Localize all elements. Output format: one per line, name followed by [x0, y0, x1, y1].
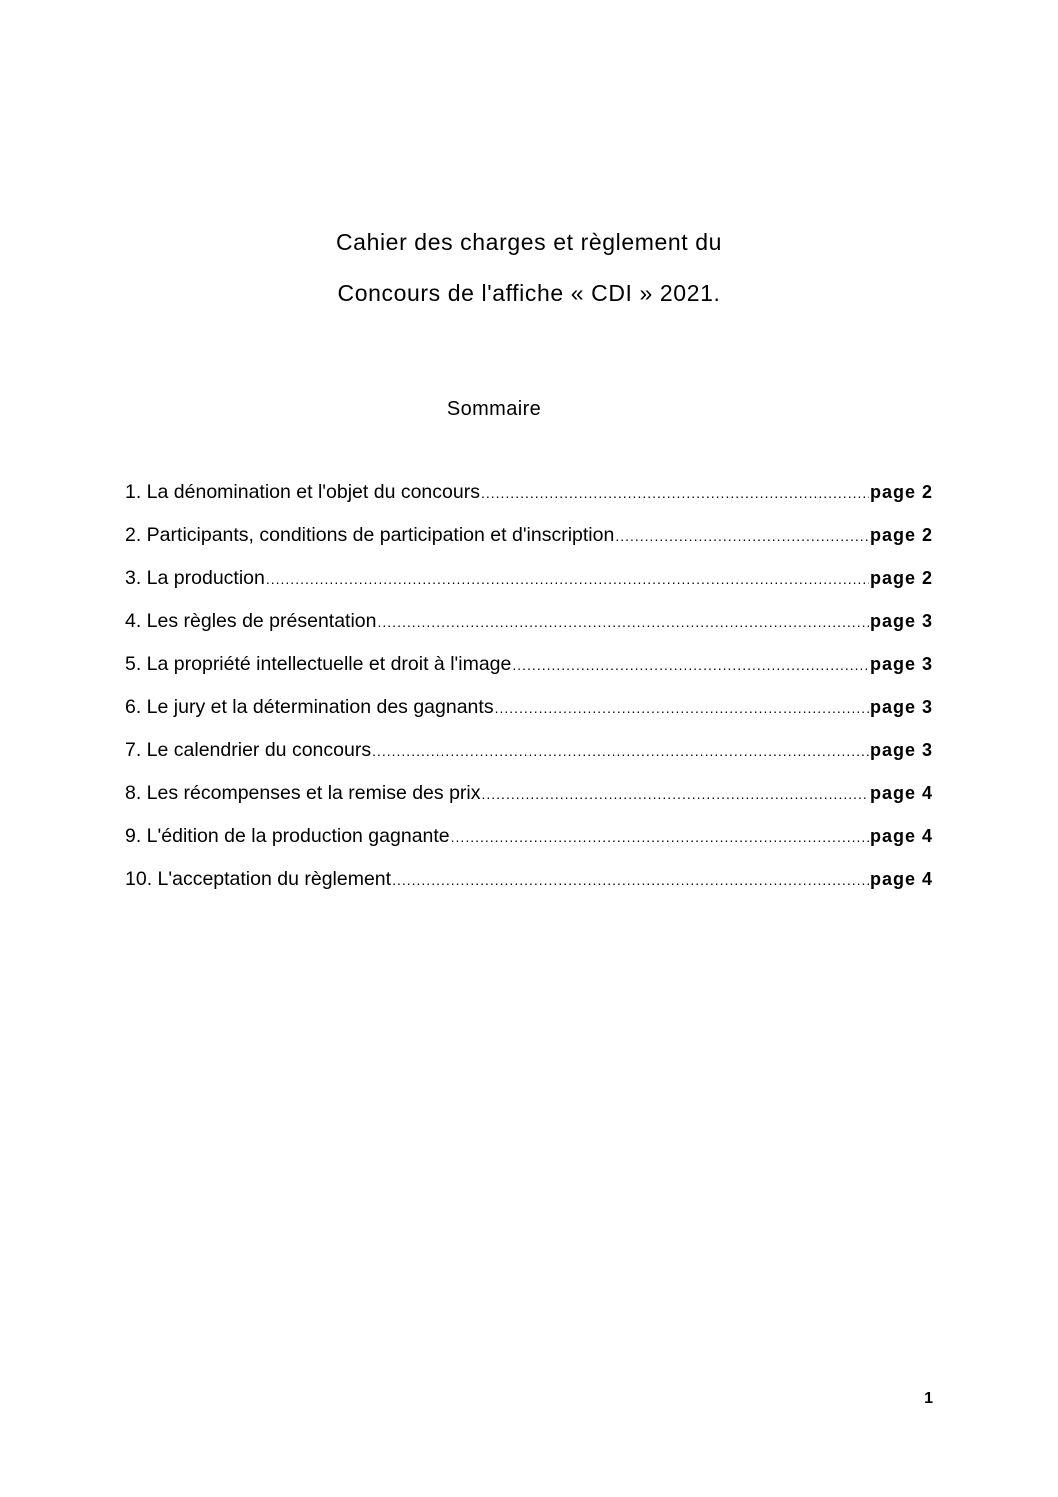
- document-title-line-2: Concours de l'affiche « CDI » 2021.: [337, 280, 721, 306]
- toc-entry-10: [125, 868, 933, 911]
- toc-dot-leader: [266, 571, 869, 587]
- toc-entry-7: [125, 739, 933, 782]
- toc-dot-leader: [451, 829, 869, 845]
- toc-dot-leader: [481, 485, 869, 501]
- toc-entry-page: page 4: [869, 869, 933, 889]
- toc-entry-8: [125, 782, 933, 825]
- page-number: 1: [924, 1390, 933, 1407]
- toc-dot-leader: [512, 657, 869, 673]
- toc-entry-1: [125, 481, 933, 524]
- toc-dot-leader: [615, 528, 869, 544]
- toc-dot-leader: [482, 786, 869, 802]
- toc-entry-9: [125, 825, 933, 868]
- toc-entry-4: [125, 610, 933, 653]
- toc-dot-leader: [372, 743, 869, 759]
- toc-entry-label: 1. La dénomination et l'objet du concours: [125, 481, 480, 503]
- table-of-contents: [125, 481, 933, 911]
- toc-entry-page: page 4: [869, 783, 933, 803]
- toc-heading: Sommaire: [446, 398, 542, 420]
- toc-entry-label: 4. Les règles de présentation: [125, 610, 377, 632]
- toc-entry-page: page 4: [869, 826, 933, 846]
- toc-entry-3: [125, 567, 933, 610]
- toc-entry-label: 3. La production: [125, 567, 265, 589]
- toc-entry-page: page 2: [869, 568, 933, 588]
- toc-entry-label: 5. La propriété intellectuelle et droit à l'image: [125, 653, 512, 675]
- toc-entry-label: 8. Les récompenses et la remise des prix: [125, 782, 481, 804]
- toc-entry-label: 10. L'acceptation du règlement: [125, 868, 392, 890]
- toc-dot-leader: [495, 700, 869, 716]
- toc-dot-leader: [392, 872, 869, 888]
- document-title-line-1: Cahier des charges et règlement du: [335, 229, 723, 255]
- toc-entry-page: page 2: [869, 482, 933, 502]
- toc-entry-page: page 3: [869, 654, 933, 674]
- toc-entry-label: 6. Le jury et la détermination des gagnants: [125, 696, 494, 718]
- toc-entry-2: [125, 524, 933, 567]
- toc-entry-page: page 2: [869, 525, 933, 545]
- toc-entry-5: [125, 653, 933, 696]
- toc-dot-leader: [378, 614, 869, 630]
- toc-entry-label: 7. Le calendrier du concours: [125, 739, 372, 761]
- toc-entry-page: page 3: [869, 697, 933, 717]
- toc-entry-page: page 3: [869, 740, 933, 760]
- toc-entry-label: 9. L'édition de la production gagnante: [125, 825, 450, 847]
- toc-entry-page: page 3: [869, 611, 933, 631]
- toc-entry-label: 2. Participants, conditions de participation et d'inscription: [125, 524, 615, 546]
- toc-entry-6: [125, 696, 933, 739]
